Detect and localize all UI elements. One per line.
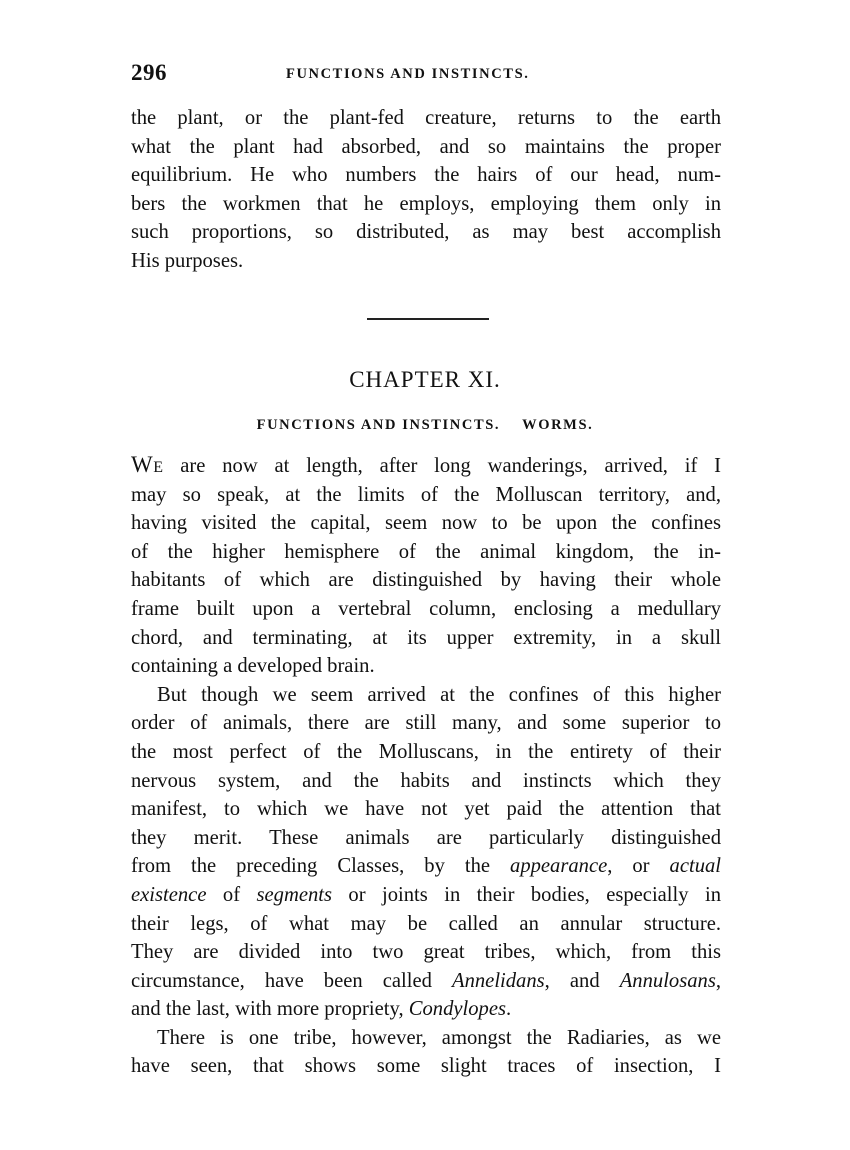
text-run: , or bbox=[607, 855, 670, 878]
opening-word: We bbox=[131, 452, 164, 477]
running-title: FUNCTIONS AND INSTINCTS. bbox=[286, 66, 530, 82]
section-divider bbox=[367, 318, 489, 320]
chapter-subtitle bbox=[0, 417, 850, 434]
italic-term: Annulosans bbox=[619, 969, 716, 992]
text-line bbox=[131, 967, 721, 996]
text-line: habitants of which are distinguished by having their whole bbox=[131, 569, 721, 592]
text-run: , and bbox=[544, 969, 620, 992]
chapter-subtitle-part: WORMS. bbox=[522, 417, 594, 433]
text-line: what the plant had absorbed, and so maintains the proper bbox=[131, 135, 721, 158]
italic-term: Annelidans bbox=[452, 969, 545, 992]
text-line: equilibrium. He who numbers the hairs of our head, num- bbox=[131, 164, 721, 187]
text-run: . bbox=[506, 998, 512, 1021]
text-run: of bbox=[206, 883, 257, 906]
text-line: manifest, to which we have not yet paid the attention that bbox=[131, 798, 721, 821]
text-line bbox=[131, 451, 721, 481]
text-line bbox=[131, 852, 721, 881]
text-line: chord, and terminating, at its upper extremity, in a skull bbox=[131, 626, 721, 649]
text-run: from the preceding Classes, by the bbox=[131, 855, 511, 878]
italic-term: actual bbox=[669, 855, 722, 878]
text-line: But though we seem arrived at the confines of this higher bbox=[157, 683, 721, 706]
chapter-title: CHAPTER XI. bbox=[349, 367, 501, 392]
chapter-body bbox=[131, 451, 721, 1081]
text-line: containing a developed brain. bbox=[131, 655, 375, 678]
text-line: have seen, that shows some slight traces of insection, I bbox=[131, 1055, 721, 1078]
chapter-subtitle-part: FUNCTIONS AND INSTINCTS. bbox=[256, 417, 501, 433]
text-line: of the higher hemisphere of the animal kingdom, the in- bbox=[131, 540, 721, 563]
text-line: may so speak, at the limits of the Molluscan territory, and, bbox=[131, 483, 721, 506]
text-line bbox=[131, 995, 721, 1024]
text-line: they merit. These animals are particularly distinguished bbox=[131, 826, 721, 849]
continuation-paragraph bbox=[131, 104, 721, 276]
text-line: the most perfect of the Molluscans, in the entirety of their bbox=[131, 740, 721, 763]
text-line bbox=[131, 881, 721, 910]
text-run: are now at length, after long wanderings, arrived, if I bbox=[163, 455, 721, 477]
italic-term: Condylopes bbox=[408, 998, 507, 1021]
text-line: the plant, or the plant-fed creature, returns to the earth bbox=[131, 107, 721, 129]
text-line: They are divided into two great tribes, which, from this bbox=[131, 941, 721, 964]
running-head bbox=[131, 60, 721, 92]
text-line: having visited the capital, seem now to be upon the confines bbox=[131, 512, 721, 535]
text-line: frame built upon a vertebral column, enclosing a medullary bbox=[131, 597, 721, 620]
text-run: circumstance, have been called bbox=[131, 969, 452, 992]
text-line: their legs, of what may be called an annular structure. bbox=[131, 912, 721, 935]
italic-term: segments bbox=[256, 883, 332, 906]
text-run: and the last, with more propriety, bbox=[131, 998, 409, 1021]
text-line: order of animals, there are still many, and some superior to bbox=[131, 712, 721, 735]
text-line: There is one tribe, however, amongst the Radiaries, as we bbox=[157, 1026, 721, 1049]
page-number: 296 bbox=[131, 60, 167, 85]
text-line: His purposes. bbox=[131, 249, 244, 272]
italic-term: appearance bbox=[510, 855, 608, 878]
text-run: , bbox=[715, 969, 721, 992]
text-line: nervous system, and the habits and instincts which they bbox=[131, 769, 721, 792]
text-run: or joints in their bodies, especially in bbox=[332, 883, 721, 906]
text-line: such proportions, so distributed, as may best accomplish bbox=[131, 221, 721, 244]
text-line: bers the workmen that he employs, employing them only in bbox=[131, 192, 721, 215]
italic-term: existence bbox=[131, 883, 207, 906]
